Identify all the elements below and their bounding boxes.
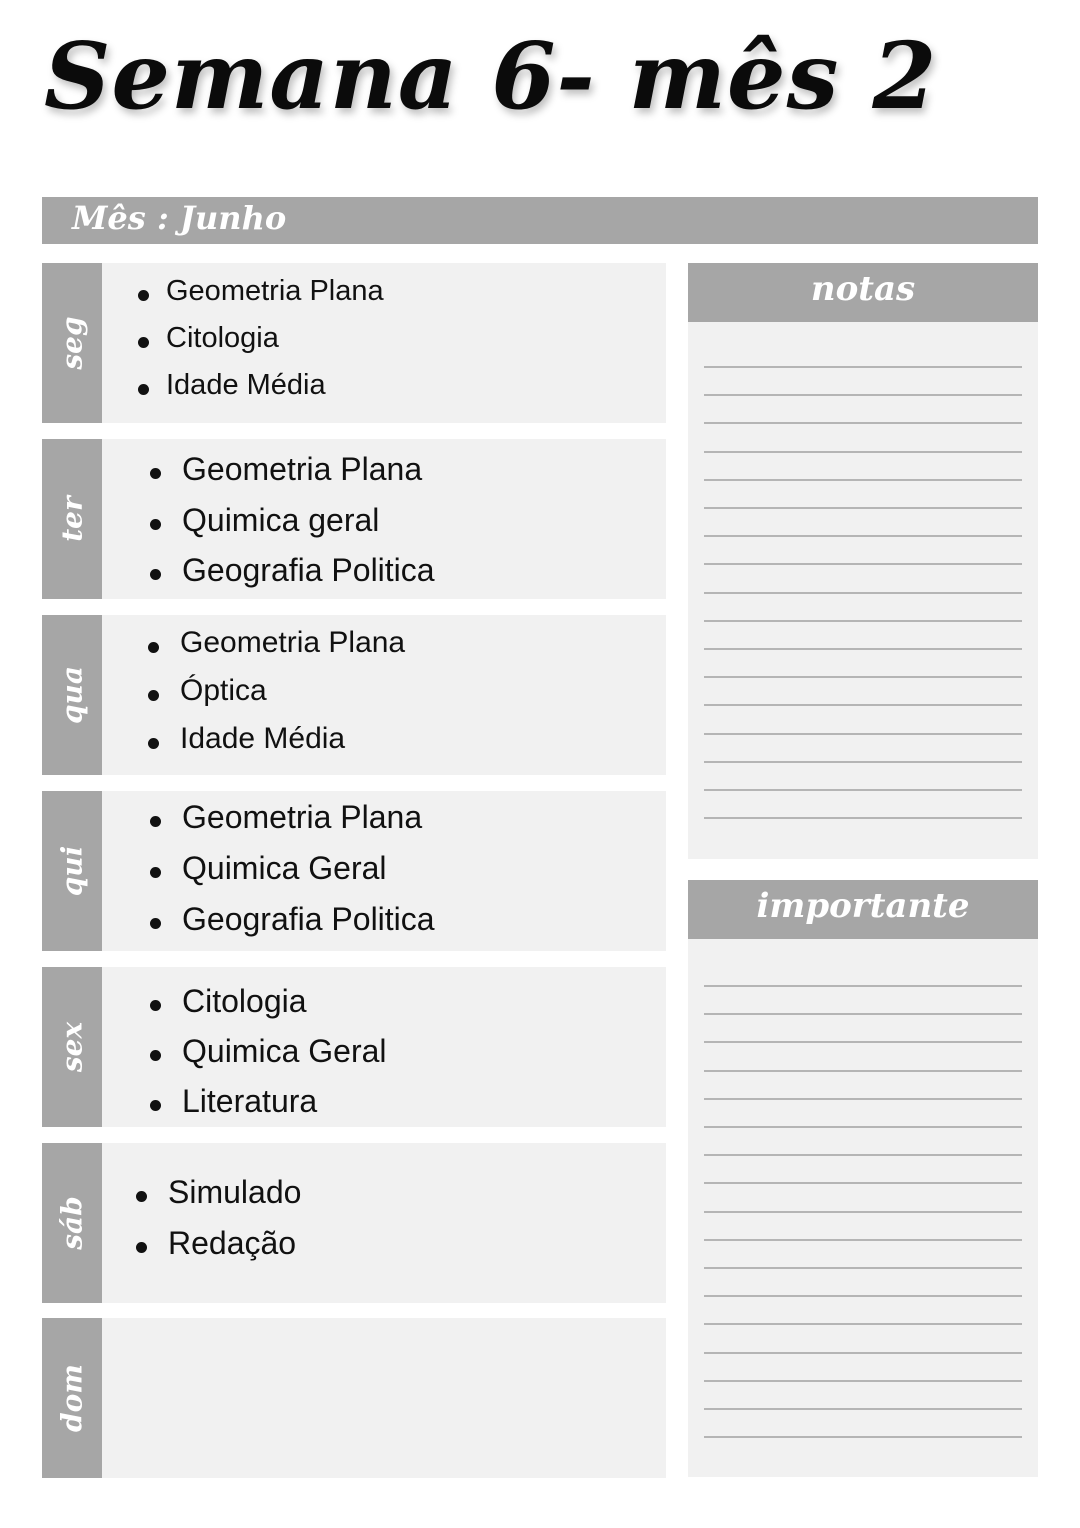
- day-tab: [42, 1143, 102, 1303]
- day-dom: [42, 1318, 666, 1478]
- ruled-line: [704, 592, 1022, 594]
- month-label: Mês : Junho: [72, 199, 287, 237]
- bullet-icon: [138, 337, 149, 348]
- ruled-line: [704, 535, 1022, 537]
- bullet-icon: [150, 1000, 161, 1011]
- list-item: [148, 722, 345, 756]
- list-item: [136, 1225, 296, 1262]
- day-name: sex: [55, 1021, 89, 1073]
- ruled-line: [704, 648, 1022, 650]
- day-sab: [42, 1143, 666, 1303]
- ruled-line: [704, 1182, 1022, 1184]
- month-bar: [42, 197, 1038, 244]
- list-item: [150, 1083, 317, 1120]
- bullet-icon: [150, 468, 161, 479]
- ruled-line: [704, 789, 1022, 791]
- day-name: seg: [55, 316, 89, 370]
- ruled-line: [704, 1436, 1022, 1438]
- ruled-line: [704, 1211, 1022, 1213]
- ruled-line: [704, 985, 1022, 987]
- list-item: [138, 322, 279, 355]
- day-name: qui: [55, 845, 89, 897]
- ruled-line: [704, 507, 1022, 509]
- ruled-line: [704, 1380, 1022, 1382]
- ruled-line: [704, 563, 1022, 565]
- ruled-line: [704, 1098, 1022, 1100]
- day-name: sáb: [55, 1196, 89, 1250]
- ruled-line: [704, 1239, 1022, 1241]
- page-title: Semana 6- mês 2: [44, 22, 938, 130]
- list-item: [136, 1174, 301, 1211]
- day-tab: [42, 263, 102, 423]
- day-tab: [42, 967, 102, 1127]
- list-item: [148, 626, 405, 660]
- list-item-label: Citologia: [166, 322, 279, 354]
- ruled-line: [704, 422, 1022, 424]
- ruled-line: [704, 479, 1022, 481]
- bullet-icon: [136, 1191, 147, 1202]
- list-item-label: Quimica Geral: [182, 1033, 387, 1069]
- ruled-line: [704, 704, 1022, 706]
- bullet-icon: [150, 569, 161, 580]
- ruled-line: [704, 817, 1022, 819]
- important-panel: [688, 880, 1038, 1477]
- bullet-icon: [150, 816, 161, 827]
- list-item: [150, 901, 435, 938]
- list-item-label: Geometria Plana: [180, 626, 406, 659]
- ruled-line: [704, 761, 1022, 763]
- notes-title: notas: [810, 269, 916, 309]
- ruled-line: [704, 451, 1022, 453]
- bullet-icon: [148, 690, 159, 701]
- important-title: importante: [756, 886, 970, 926]
- list-item: [150, 502, 379, 539]
- list-item: [148, 674, 267, 708]
- ruled-line: [704, 620, 1022, 622]
- list-item: [150, 552, 435, 589]
- list-item-label: Geografia Politica: [182, 552, 435, 588]
- bullet-icon: [150, 519, 161, 530]
- important-header: [688, 880, 1038, 939]
- list-item-label: Quimica Geral: [182, 850, 387, 886]
- notes-header: [688, 263, 1038, 322]
- list-item: [150, 1033, 387, 1070]
- day-tab: [42, 439, 102, 599]
- bullet-icon: [138, 384, 149, 395]
- bullet-icon: [150, 1050, 161, 1061]
- list-item-label: Idade Média: [180, 722, 346, 755]
- list-item: [150, 799, 422, 836]
- ruled-line: [704, 1041, 1022, 1043]
- list-item-label: Idade Média: [166, 369, 326, 401]
- bullet-icon: [150, 867, 161, 878]
- ruled-line: [704, 1070, 1022, 1072]
- day-name: qua: [55, 665, 89, 725]
- list-item-label: Quimica geral: [182, 502, 380, 538]
- bullet-icon: [148, 642, 159, 653]
- day-qui: [42, 791, 666, 951]
- list-item-label: Geometria Plana: [182, 451, 423, 487]
- day-name: dom: [55, 1364, 89, 1432]
- list-item-label: Geometria Plana: [182, 799, 423, 835]
- list-item-label: Simulado: [168, 1174, 302, 1210]
- ruled-line: [704, 1352, 1022, 1354]
- list-item-label: Citologia: [182, 983, 307, 1019]
- ruled-line: [704, 1408, 1022, 1410]
- bullet-icon: [148, 738, 159, 749]
- bullet-icon: [138, 290, 149, 301]
- list-item-label: Geografia Politica: [182, 901, 435, 937]
- day-name: ter: [55, 496, 89, 542]
- day-sex: [42, 967, 666, 1127]
- list-item-label: Literatura: [182, 1083, 318, 1119]
- ruled-line: [704, 1013, 1022, 1015]
- list-item-label: Geometria Plana: [166, 275, 384, 307]
- day-tab: [42, 615, 102, 775]
- list-item-label: Redação: [168, 1225, 297, 1261]
- ruled-line: [704, 676, 1022, 678]
- ruled-line: [704, 366, 1022, 368]
- list-item-label: Óptica: [180, 674, 267, 707]
- bullet-icon: [150, 918, 161, 929]
- day-seg: [42, 263, 666, 423]
- list-item: [138, 369, 326, 402]
- list-item: [138, 275, 384, 308]
- list-item: [150, 451, 422, 488]
- list-item: [150, 983, 307, 1020]
- bullet-icon: [136, 1242, 147, 1253]
- ruled-line: [704, 1154, 1022, 1156]
- bullet-icon: [150, 1100, 161, 1111]
- ruled-line: [704, 1295, 1022, 1297]
- day-qua: [42, 615, 666, 775]
- ruled-line: [704, 394, 1022, 396]
- day-tab: [42, 1318, 102, 1478]
- ruled-line: [704, 1126, 1022, 1128]
- ruled-line: [704, 733, 1022, 735]
- notes-panel: [688, 263, 1038, 859]
- ruled-line: [704, 1267, 1022, 1269]
- day-tab: [42, 791, 102, 951]
- ruled-line: [704, 1323, 1022, 1325]
- day-ter: [42, 439, 666, 599]
- list-item: [150, 850, 387, 887]
